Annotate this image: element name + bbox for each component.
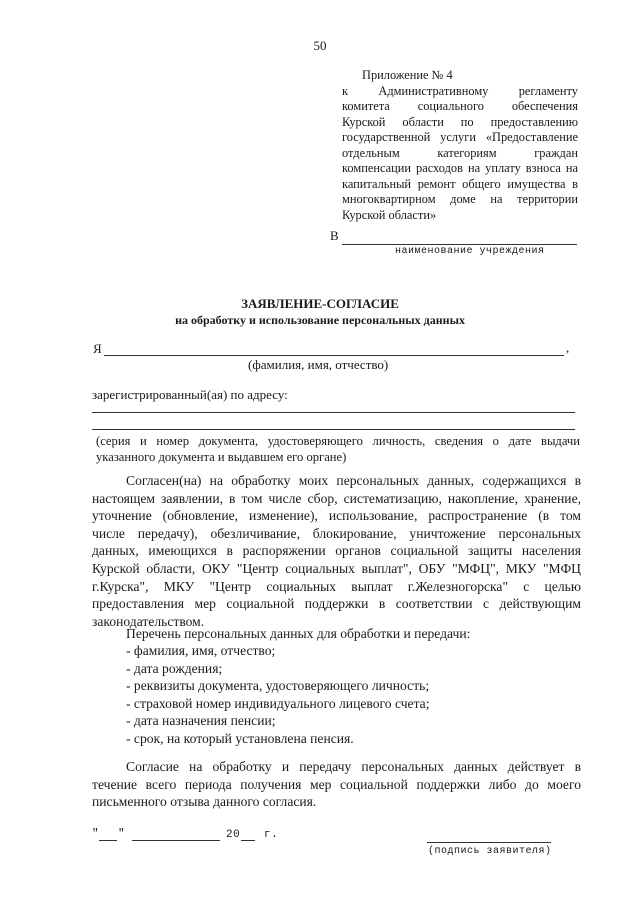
paragraph-line: Курской области, ОКУ "Центр социальных выплат", ОБУ "МФЦ", МКУ "МФЦ <box>92 560 581 576</box>
validity-paragraph <box>92 758 581 811</box>
appendix-line: компенсации расходов на уплату взноса на <box>342 161 578 175</box>
appendix-line: к Административному регламенту <box>342 83 578 98</box>
applicant-name-field[interactable] <box>104 341 564 356</box>
appendix-line: государственной услуги «Предоставление <box>342 130 578 144</box>
document-caption-line: указанного документа и выдавшем его органе) <box>96 450 347 464</box>
paragraph-line: письменного отзыва данного согласия. <box>92 794 317 810</box>
paragraph-line: предоставления мер социальной поддержки в соответствии с действующим <box>92 596 581 612</box>
appendix-line: Курской области» <box>342 207 437 222</box>
paragraph-line: данных, имеющихся в распоряжении органов социальной защиты населения <box>92 543 581 559</box>
appendix-line: капитальный ремонт общего имущества в <box>342 176 578 191</box>
paragraph-line: законодательством. <box>92 613 205 629</box>
list-item: - фамилия, имя, отчество; <box>126 643 276 658</box>
appendix-line: комитета социального обеспечения <box>342 99 578 113</box>
comma: , <box>566 340 570 355</box>
date-day-field[interactable] <box>99 828 117 841</box>
recipient-caption: наименование учреждения <box>395 246 545 257</box>
consent-paragraph <box>92 472 581 630</box>
applicant-prefix: Я <box>93 341 102 356</box>
list-item: - страховой номер индивидуального лицевого счета; <box>126 696 430 711</box>
paragraph-line: уточнение (обновление, изменение), использование, распространение (в том <box>92 508 581 524</box>
list-header: Перечень персональных данных для обработки и передачи: <box>126 626 471 641</box>
list-item: - дата рождения; <box>126 661 223 676</box>
address-field[interactable] <box>92 400 575 413</box>
signature-field[interactable] <box>427 830 551 843</box>
list-item: - реквизиты документа, удостоверяющего личность; <box>126 678 430 693</box>
address-label: зарегистрированный(ая) по адресу: <box>92 387 288 402</box>
date-year-field[interactable] <box>241 828 255 841</box>
paragraph-line: г.Курска", МКУ "Центр социальных выплат г.Железногорска" с целью <box>92 578 581 594</box>
page-number: 50 <box>313 38 327 53</box>
fio-caption: (фамилия, имя, отчество) <box>248 357 389 372</box>
date-month-field[interactable] <box>132 828 220 841</box>
appendix-line: Приложение № 4 <box>362 68 453 82</box>
paragraph-line: течение всего периода получения мер социальной поддержки либо до моего <box>92 776 581 792</box>
appendix-line: отдельным категориям граждан <box>342 145 578 160</box>
quote-close: " <box>118 828 126 840</box>
recipient-institution-field[interactable] <box>342 229 577 245</box>
signature-caption: (подпись заявителя) <box>428 846 552 857</box>
paragraph-line: числе передачу), обезличивание, блокирование, уничтожение персональных <box>92 525 581 541</box>
identity-document-field[interactable] <box>92 417 575 430</box>
appendix-line: Курской области по предоставлению <box>342 114 578 129</box>
year-suffix: г. <box>264 829 279 841</box>
paragraph-line: Согласен(на) на обработку моих персональных данных, содержащихся в <box>126 473 581 488</box>
recipient-prefix: В <box>330 228 339 243</box>
quote-open: " <box>92 828 100 840</box>
list-item: - срок, на который установлена пенсия. <box>126 731 354 746</box>
document-subtitle: на обработку и использование персональных данных <box>175 313 465 327</box>
document-title: ЗАЯВЛЕНИЕ-СОГЛАСИЕ <box>241 296 399 311</box>
appendix-reference <box>342 68 578 223</box>
paragraph-line: настоящем заявлении, в том числе сбор, систематизацию, накопление, хранение, <box>92 490 581 506</box>
year-prefix: 20 <box>226 829 241 841</box>
appendix-line: многоквартирном доме на территории <box>342 192 578 206</box>
list-item: - дата назначения пенсии; <box>126 713 276 728</box>
document-caption-line: (серия и номер документа, удостоверяющего личность, сведения о дате выдачи <box>96 434 580 448</box>
document-caption <box>96 433 580 465</box>
paragraph-line: Согласие на обработку и передачу персональных данных действует в <box>126 759 581 774</box>
